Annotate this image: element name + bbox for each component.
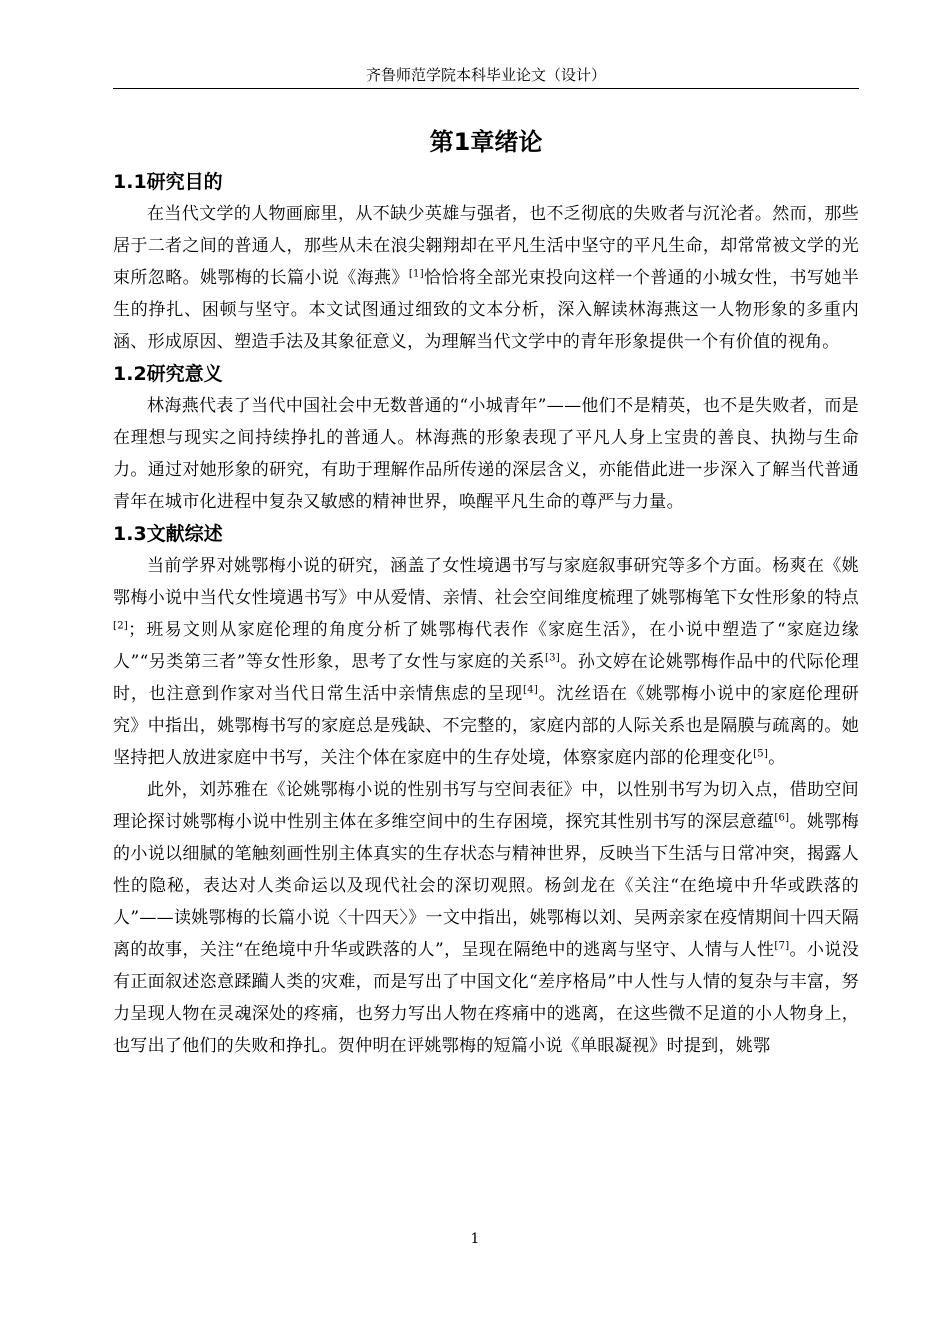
citation-ref: [4] [523,684,539,696]
citation-ref: [3] [544,652,561,664]
citation-ref: [2] [113,620,129,632]
sections-container [113,166,859,1062]
citation-ref: [7] [774,940,790,952]
body-paragraph: 当前学界对姚鄂梅小说的研究，涵盖了女性境遇书写与家庭叙事研究等多个方面。杨爽在《姚鄂梅小说中当代女性境遇书写》中从爱情、亲情、社会空间维度梳理了姚鄂梅笔下女性形象的特点[2]；班易文则从家庭伦理的角度分析了姚鄂梅代表作《家庭生活》，在小说中塑造了“家庭边缘人”“另类第三者”等女性形象，思考了女性与家庭的关系[3]。孙文婷在论姚鄂梅作品中的代际伦理时，也注意到作家对当代日常生活中亲情焦虑的呈现[4]。沈丝语在《姚鄂梅小说中的家庭伦理研究》中指出，姚鄂梅书写的家庭总是残缺、不完整的，家庭内部的人际关系也是隔膜与疏离的。她坚持把人放进家庭中书写，关注个体在家庭中的生存处境，体察家庭内部的伦理变化[5]。 [113,556,859,768]
citation-ref: [1] [408,268,424,280]
citation-ref: [5] [753,748,769,760]
section-heading: 1.2研究意义 [113,363,223,385]
body-paragraph: 林海燕代表了当代中国社会中无数普通的“小城青年”——他们不是精英，也不是失败者，而是在理想与现实之间持续挣扎的普通人。林海燕的形象表现了平凡人身上宝贵的善良、执拗与生命力。通过对她形象的研究，有助于理解作品所传递的深层含义，亦能借此进一步深入了解当代普通青年在城市化进程中复杂又敏感的精神世界，唤醒平凡生命的尊严与力量。 [113,396,859,512]
section-heading: 1.1研究目的 [113,171,223,193]
running-header: 齐鲁师范学院本科毕业论文（设计） [113,62,859,89]
page-body [113,122,859,1062]
chapter-title: 第1章绪论 [429,128,543,156]
body-paragraph: 在当代文学的人物画廊里，从不缺少英雄与强者，也不乏彻底的失败者与沉沦者。然而，那些居于二者之间的普通人，那些从未在浪尖翱翔却在平凡生活中坚守的平凡生命，却常常被文学的光束所忽略。姚鄂梅的长篇小说《海燕》[1]恰恰将全部光束投向这样一个普通的小城女性，书写她半生的挣扎、困顿与坚守。本文试图通过细致的文本分析，深入解读林海燕这一人物形象的多重内涵、形成原因、塑造手法及其象征意义，为理解当代文学中的青年形象提供一个有价值的视角。 [113,204,860,352]
page-number: 1 [470,1231,480,1247]
citation-ref: [6] [774,812,790,824]
section-heading: 1.3文献综述 [113,523,223,545]
body-paragraph: 此外，刘苏雅在《论姚鄂梅小说的性别书写与空间表征》中，以性别书写为切入点，借助空间理论探讨姚鄂梅小说中性别主体在多维空间中的生存困境，探究其性别书写的深层意蕴[6]。姚鄂梅的小说以细腻的笔触刻画性别主体真实的生存状态与精神世界，反映当下生活与日常冲突，揭露人性的隐秘，表达对人类命运以及现代社会的深切观照。杨剑龙在《关注“在绝境中升华或跌落的人”——读姚鄂梅的长篇小说〈十四天〉》一文中指出，姚鄂梅以刘、吴两亲家在疫情期间十四天隔离的故事，关注“在绝境中升华或跌落的人”，呈现在隔绝中的逃离与坚守、人情与人性[7]。小说没有正面叙述恣意蹂躏人类的灾难，而是写出了中国文化“差序格局”中人性与人情的复杂与丰富，努力呈现人物在灵魂深处的疼痛，也努力写出人物在疼痛中的逃离，在这些微不足道的小人物身上，也写出了他们的失败和挣扎。贺仲明在评姚鄂梅的短篇小说《单眼凝视》时提到，姚鄂 [113,780,860,1056]
